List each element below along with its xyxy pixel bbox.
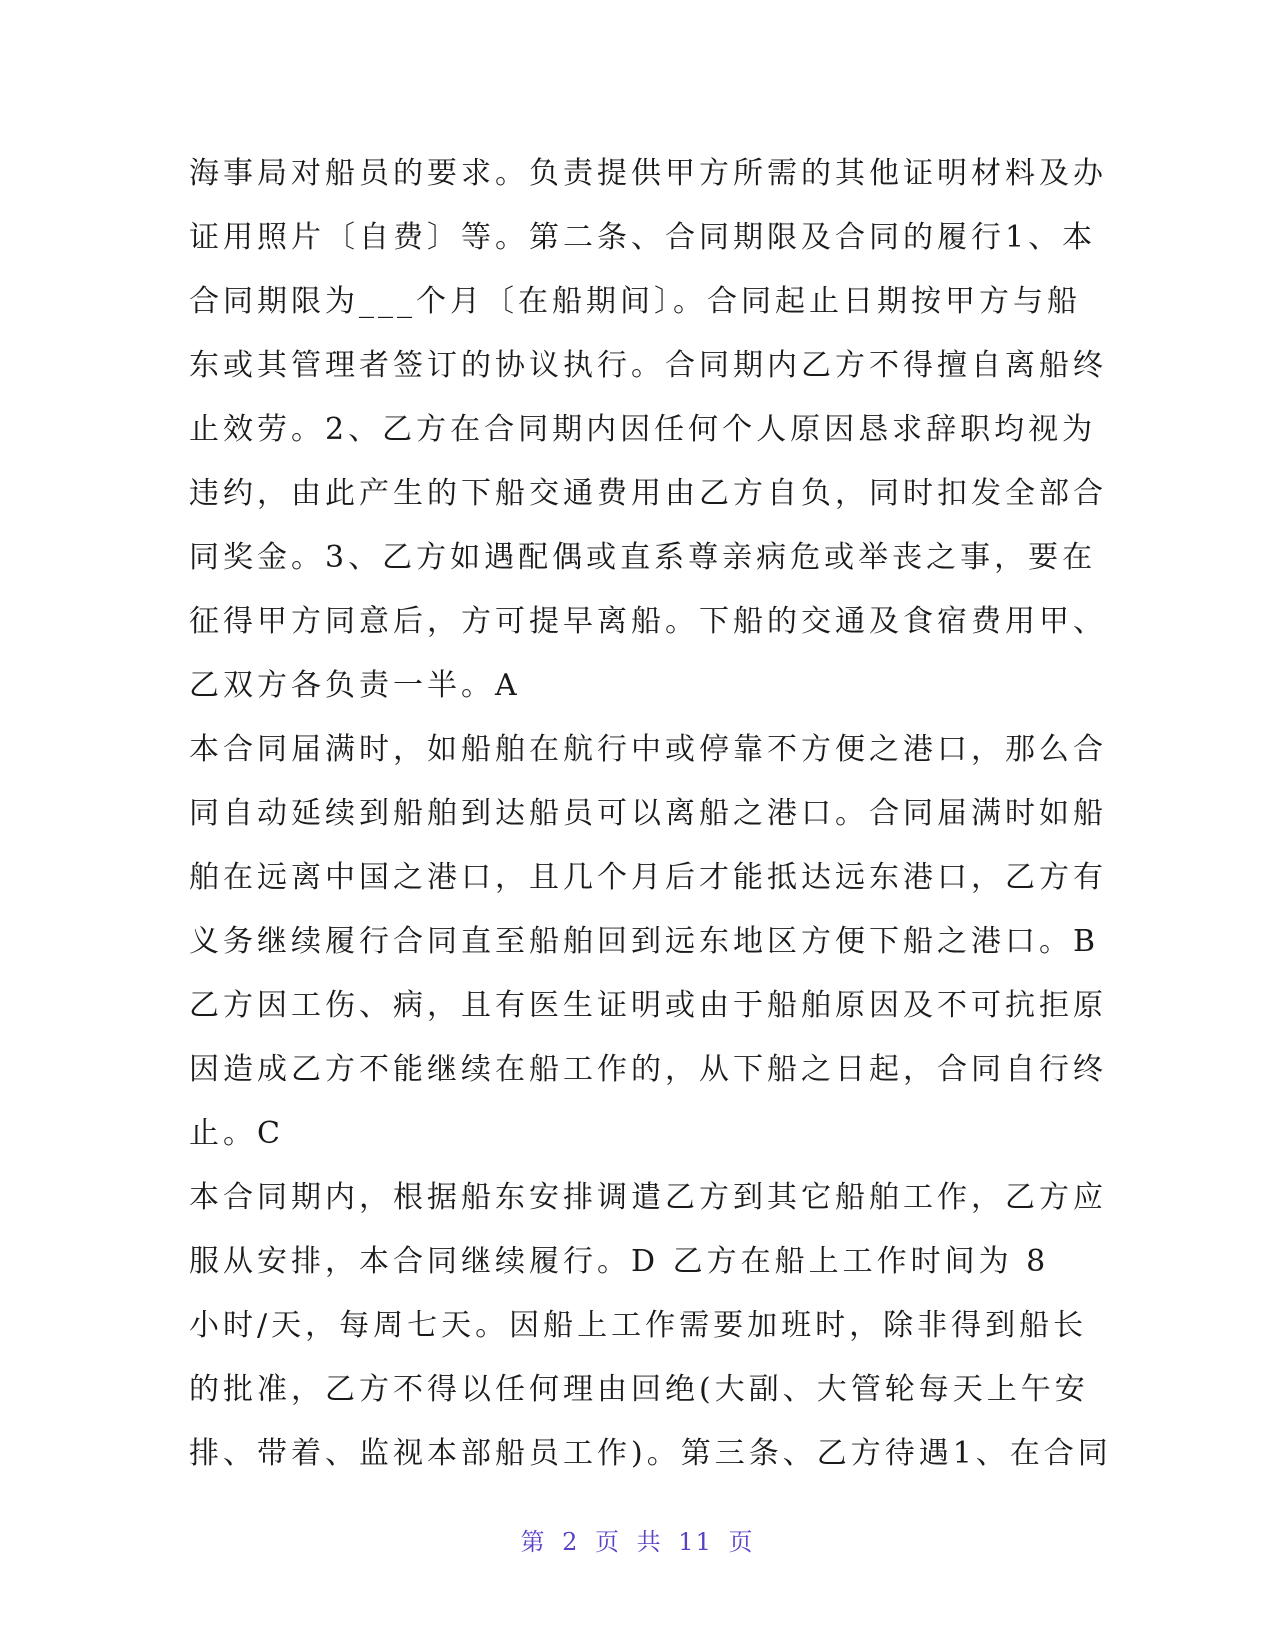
text-line: 同奖金。3、乙方如遇配偶或直系尊亲病危或举丧之事，要在	[189, 540, 1097, 575]
page-number-footer: 第 2 页 共 11 页	[520, 1528, 755, 1556]
text-line: 排、带着、监视本部船员工作)。第三条、乙方待遇1、在合同	[189, 1436, 1112, 1471]
text-line: 本合同期内，根据船东安排调遣乙方到其它船舶工作，乙方应	[189, 1180, 1107, 1215]
text-line: 本合同届满时，如船舶在航行中或停靠不方便之港口，那么合	[189, 732, 1107, 767]
text-line: 合同期限为___个月〔在船期间〕。合同起止日期按甲方与船	[189, 284, 1081, 319]
text-line: 舶在远离中国之港口，且几个月后才能抵达远东港口，乙方有	[189, 860, 1107, 895]
text-line: 小时/天，每周七天。因船上工作需要加班时，除非得到船长	[189, 1308, 1088, 1343]
text-line: 东或其管理者签订的协议执行。合同期内乙方不得擅自离船终	[189, 348, 1107, 383]
text-line: 服从安排，本合同继续履行。D 乙方在船上工作时间为 8	[189, 1244, 1050, 1279]
text-line: 乙方因工伤、病，且有医生证明或由于船舶原因及不可抗拒原	[189, 988, 1107, 1023]
text-line: 违约，由此产生的下船交通费用由乙方自负，同时扣发全部合	[189, 476, 1107, 511]
text-line: 止。C	[189, 1116, 284, 1151]
text-line: 证用照片〔自费〕等。第二条、合同期限及合同的履行1、本	[189, 220, 1097, 255]
text-line: 海事局对船员的要求。负责提供甲方所需的其他证明材料及办	[189, 156, 1107, 191]
body-text	[189, 142, 1112, 1486]
text-line: 征得甲方同意后，方可提早离船。下船的交通及食宿费用甲、	[189, 604, 1107, 639]
text-line: 止效劳。2、乙方在合同期内因任何个人原因恳求辞职均视为	[189, 412, 1097, 447]
text-line: 因造成乙方不能继续在船工作的，从下船之日起，合同自行终	[189, 1052, 1107, 1087]
text-line: 义务继续履行合同直至船舶回到远东地区方便下船之港口。B	[189, 924, 1100, 959]
text-line: 乙双方各负责一半。A	[189, 668, 521, 703]
text-line: 同自动延续到船舶到达船员可以离船之港口。合同届满时如船	[189, 796, 1107, 831]
text-line: 的批准，乙方不得以任何理由回绝(大副、大管轮每天上午安	[189, 1372, 1089, 1407]
